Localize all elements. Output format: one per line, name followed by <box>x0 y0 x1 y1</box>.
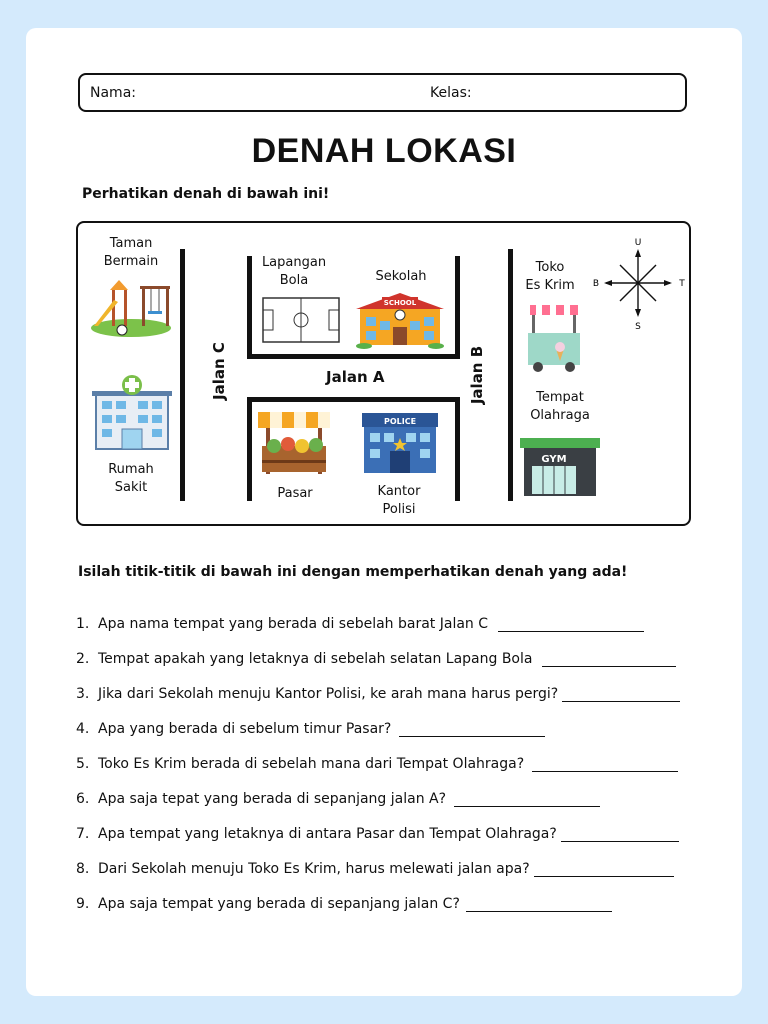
road-jalan-b <box>508 249 513 501</box>
question-8: 8. Dari Sekolah menuju Toko Es Krim, harus melewati jalan apa? <box>76 861 674 877</box>
street-label-a: Jalan A <box>326 368 385 386</box>
answer-line[interactable] <box>466 897 612 912</box>
school-sign: SCHOOL <box>383 299 417 307</box>
question-text: Toko Es Krim berada di sebelah mana dari Tempat Olahraga? <box>98 756 525 772</box>
question-text: Apa nama tempat yang berada di sebelah barat Jalan C <box>98 616 489 632</box>
label-pasar: Pasar <box>277 486 313 501</box>
location-map <box>76 221 691 526</box>
compass-north: U <box>634 238 642 248</box>
worksheet <box>26 28 742 996</box>
question-3: 3. Jika dari Sekolah menuju Kantor Polisi, ke arah mana harus pergi? <box>76 686 680 702</box>
question-1: 1. Apa nama tempat yang berada di sebelah barat Jalan C <box>76 616 644 632</box>
question-text: Tempat apakah yang letaknya di sebelah selatan Lapang Bola <box>98 651 533 667</box>
question-4: 4. Apa yang berada di sebelum timur Pasar? <box>76 721 545 737</box>
question-2: 2. Tempat apakah yang letaknya di sebelah selatan Lapang Bola <box>76 651 676 667</box>
name-class-box <box>78 73 687 112</box>
label-taman-bermain: Taman Bermain <box>103 236 159 269</box>
label-lapangan-bola: Lapangan Bola <box>261 255 327 288</box>
school-icon <box>356 291 444 349</box>
hospital-icon <box>92 375 172 451</box>
compass-south: S <box>635 322 641 332</box>
playground-icon <box>88 278 174 338</box>
block-bottom-left-edge <box>247 397 252 501</box>
block-bottom-top-edge <box>247 397 460 402</box>
street-label-b: Jalan B <box>468 345 487 405</box>
answer-line[interactable] <box>542 652 676 667</box>
answer-line[interactable] <box>454 792 600 807</box>
block-top-right-edge <box>455 256 460 358</box>
page-title: DENAH LOKASI <box>251 132 517 170</box>
compass-east: T <box>679 279 685 289</box>
police-station-icon <box>362 411 438 475</box>
police-sign: POLICE <box>383 417 417 426</box>
question-text: Dari Sekolah menuju Toko Es Krim, harus melewati jalan apa? <box>98 861 530 877</box>
label-toko-es-krim: Toko Es Krim <box>525 260 575 293</box>
answer-line[interactable] <box>562 687 680 702</box>
answer-line[interactable] <box>399 722 545 737</box>
answer-line[interactable] <box>561 827 679 842</box>
question-9: 9. Apa saja tempat yang berada di sepanjang jalan C? <box>76 896 612 912</box>
question-text: Apa yang berada di sebelum timur Pasar? <box>98 721 392 737</box>
class-label: Kelas: <box>430 85 472 101</box>
question-text: Apa saja tempat yang berada di sepanjang jalan C? <box>98 896 460 912</box>
question-text: Jika dari Sekolah menuju Kantor Polisi, ke arah mana harus pergi? <box>98 686 559 702</box>
block-top-bottom-edge <box>247 354 460 359</box>
instruction-text: Isilah titik-titik di bawah ini dengan memperhatikan denah yang ada! <box>78 564 628 580</box>
question-7: 7. Apa tempat yang letaknya di antara Pasar dan Tempat Olahraga? <box>76 826 679 842</box>
answer-line[interactable] <box>534 862 674 877</box>
label-rumah-sakit: Rumah Sakit <box>108 462 154 495</box>
gym-sign: GYM <box>541 454 567 465</box>
road-jalan-c <box>180 249 185 501</box>
block-top-left-edge <box>247 256 252 358</box>
compass-rose-icon <box>588 233 688 333</box>
question-text: Apa saja tepat yang berada di sepanjang jalan A? <box>98 791 447 807</box>
subtitle: Perhatikan denah di bawah ini! <box>82 186 330 202</box>
answer-line[interactable] <box>532 757 678 772</box>
football-field-icon <box>262 297 340 343</box>
market-stall-icon <box>258 410 330 480</box>
label-sekolah: Sekolah <box>375 269 427 284</box>
name-label: Nama: <box>90 85 136 101</box>
question-text: Apa tempat yang letaknya di antara Pasar dan Tempat Olahraga? <box>98 826 557 842</box>
question-6: 6. Apa saja tepat yang berada di sepanjang jalan A? <box>76 791 600 807</box>
ice-cream-cart-icon <box>526 303 582 373</box>
label-kantor-polisi: Kantor Polisi <box>377 484 421 517</box>
gym-icon <box>520 436 600 498</box>
compass-west: B <box>592 279 600 289</box>
block-bottom-right-edge <box>455 397 460 501</box>
question-5: 5. Toko Es Krim berada di sebelah mana dari Tempat Olahraga? <box>76 756 678 772</box>
answer-line[interactable] <box>498 617 644 632</box>
street-label-c: Jalan C <box>209 342 228 400</box>
label-tempat-olahraga: Tempat Olahraga <box>530 390 590 423</box>
